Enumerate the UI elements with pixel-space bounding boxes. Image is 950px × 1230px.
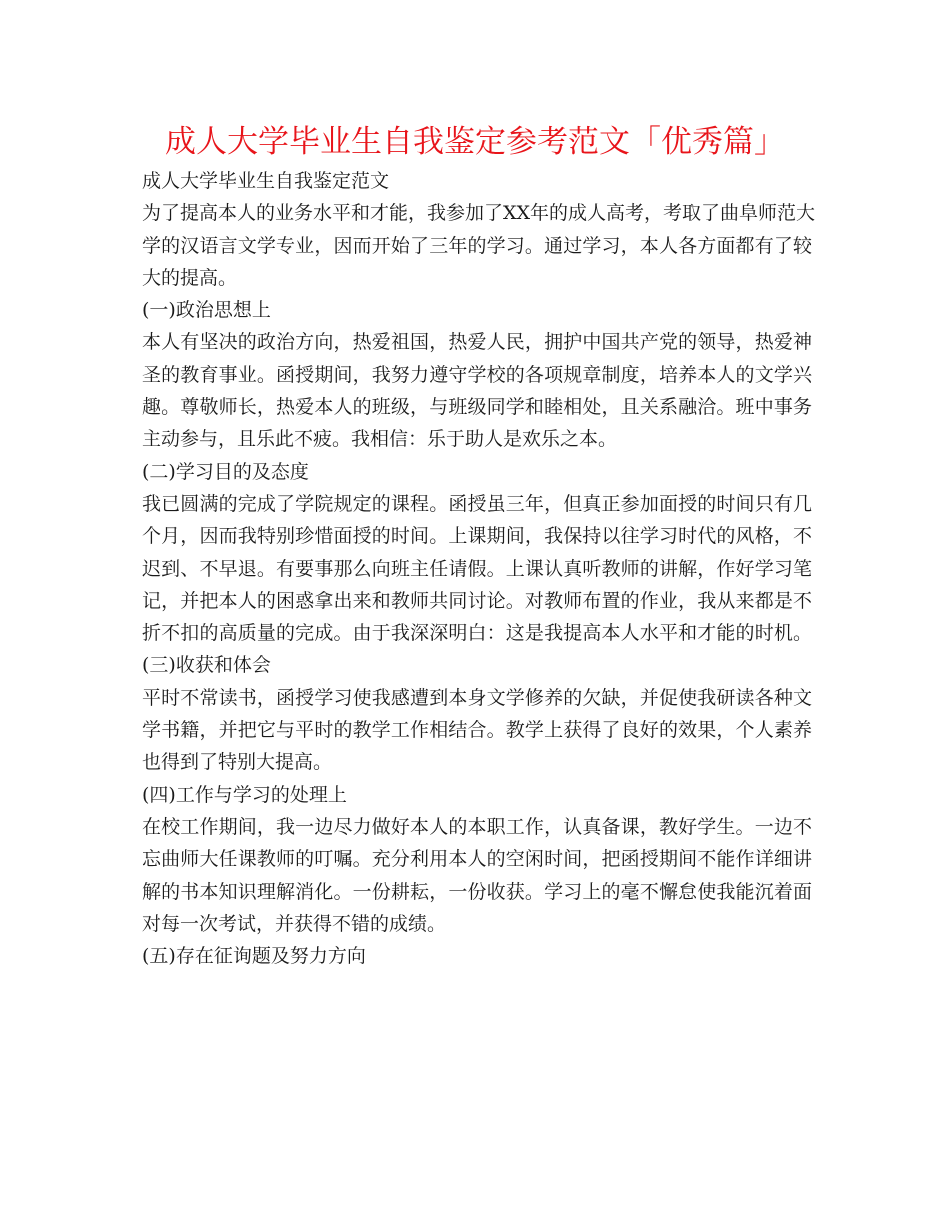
paragraph-line: 对每一次考试，并获得不错的成绩。 bbox=[142, 912, 447, 935]
document-title: 成人大学毕业生自我鉴定参考范文「优秀篇」 bbox=[165, 124, 785, 160]
paragraph-line: 记，并把本人的困惑拿出来和教师共同讨论。对教师布置的作业，我从来都是不 bbox=[142, 589, 812, 612]
paragraph-line: 解的书本知识理解消化。一份耕耘，一份收获。学习上的毫不懈怠使我能沉着面 bbox=[142, 880, 812, 903]
document-body bbox=[142, 165, 816, 972]
paragraph-line: 为了提高本人的业务水平和才能，我参加了XX年的成人高考，考取了曲阜师范大 bbox=[142, 202, 816, 225]
section-heading: (五)存在征询题及努力方向 bbox=[142, 945, 366, 968]
paragraph-line: 圣的教育事业。函授期间，我努力遵守学校的各项规章制度，培养本人的文学兴 bbox=[142, 363, 812, 386]
paragraph-line: 折不扣的高质量的完成。由于我深深明白：这是我提高本人水平和才能的时机。 bbox=[142, 622, 812, 645]
paragraph-line: 本人有坚决的政治方向，热爱祖国，热爱人民，拥护中国共产党的领导，热爱神 bbox=[142, 331, 812, 354]
subtitle-line: 成人大学毕业生自我鉴定范文 bbox=[142, 170, 390, 192]
paragraph-line: 也得到了特别大提高。 bbox=[142, 751, 333, 774]
paragraph-line: 我已圆满的完成了学院规定的课程。函授虽三年，但真正参加面授的时间只有几 bbox=[142, 492, 812, 515]
paragraph-line: 忘曲师大任课教师的叮嘱。充分利用本人的空闲时间，把函授期间不能作详细讲 bbox=[142, 848, 812, 871]
paragraph-line: 平时不常读书，函授学习使我感遭到本身文学修养的欠缺，并促使我研读各种文 bbox=[142, 686, 812, 709]
section-heading: (三)收获和体会 bbox=[142, 654, 271, 677]
paragraph-line: 在校工作期间，我一边尽力做好本人的本职工作，认真备课，教好学生。一边不 bbox=[142, 815, 812, 838]
paragraph-line: 个月，因而我特别珍惜面授的时间。上课期间，我保持以往学习时代的风格，不 bbox=[142, 525, 812, 548]
section-heading: (四)工作与学习的处理上 bbox=[142, 783, 347, 806]
section-heading: (二)学习目的及态度 bbox=[142, 460, 309, 483]
paragraph-line: 趣。尊敬师长，热爱本人的班级，与班级同学和睦相处，且关系融洽。班中事务 bbox=[142, 396, 812, 419]
paragraph-line: 学的汉语言文学专业，因而开始了三年的学习。通过学习，本人各方面都有了较 bbox=[142, 234, 812, 257]
paragraph-line: 学书籍，并把它与平时的教学工作相结合。教学上获得了良好的效果，个人素养 bbox=[142, 719, 812, 742]
section-heading: (一)政治思想上 bbox=[142, 299, 271, 322]
paragraph-line: 主动参与，且乐此不疲。我相信：乐于助人是欢乐之本。 bbox=[142, 428, 618, 451]
paragraph-line: 迟到、不早退。有要事那么向班主任请假。上课认真听教师的讲解，作好学习笔 bbox=[142, 557, 812, 580]
paragraph-line: 大的提高。 bbox=[142, 266, 238, 289]
